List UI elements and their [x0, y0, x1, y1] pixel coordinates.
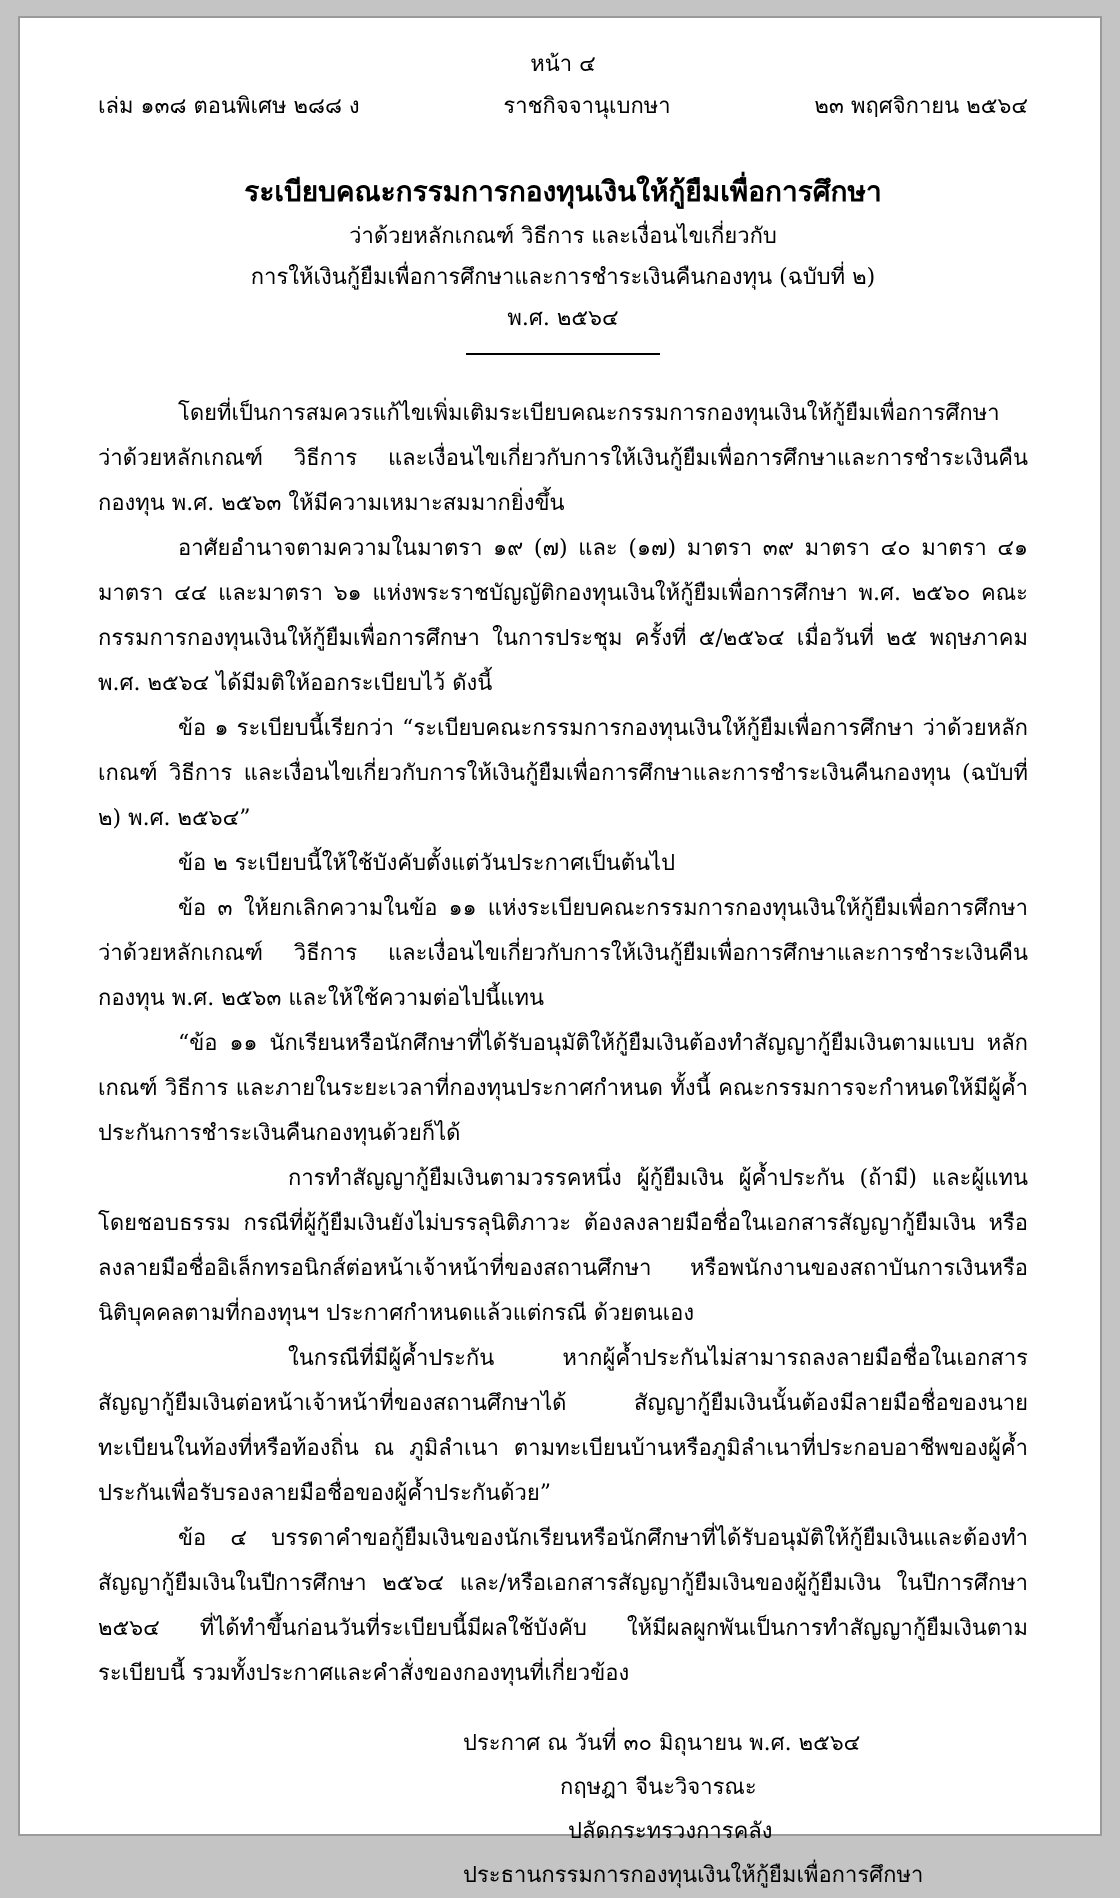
announcement-date: ประกาศ ณ วันที่ ๓๐ มิถุนายน พ.ศ. ๒๕๖๔ [463, 1731, 861, 1756]
clause-3: ข้อ ๓ ให้ยกเลิกความในข้อ ๑๑ แห่งระเบียบคณะกรรมการกองทุนเงินให้กู้ยืมเพื่อการศึกษา ว่าด้วยหลักเกณฑ์ วิธีการ และเงื่อนไขเกี่ยวกับการให้เงินกู้ยืมเพื่อการศึกษาและการชำระเงินคืนกองทุน พ.ศ. ๒๕๖๓ และให้ใช้ความต่อไปนี้แทน [98, 896, 1028, 1011]
clause-11-paragraph-2: การทำสัญญากู้ยืมเงินตามวรรคหนึ่ง ผู้กู้ยืมเงิน ผู้ค้ำประกัน (ถ้ามี) และผู้แทนโดยชอบธรรม กรณีที่ผู้กู้ยืมเงินยังไม่บรรลุนิติภาวะ ต้องลงลายมือชื่อในเอกสารสัญญากู้ยืมเงิน หรือลงลายมือชื่ออิเล็กทรอนิกส์ต่อหน้าเจ้าหน้าที่ของสถานศึกษา หรือพนักงานของสถาบันการเงินหรือนิติบุคคลตามที่กองทุนฯ ประกาศกำหนดแล้วแต่กรณี ด้วยตนเอง [98, 1166, 1028, 1326]
clause-4: ข้อ ๔ บรรดาคำขอกู้ยืมเงินของนักเรียนหรือนักศึกษาที่ได้รับอนุมัติให้กู้ยืมเงินและต้องทำสัญญากู้ยืมเงินในปีการศึกษา ๒๕๖๔ และ/หรือเอกสารสัญญากู้ยืมเงินของผู้กู้ยืมเงิน ในปีการศึกษา ๒๕๖๔ ที่ได้ทำขึ้นก่อนวันที่ระเบียบนี้มีผลใช้บังคับ ให้มีผลผูกพันเป็นการทำสัญญากู้ยืมเงินตามระเบียบนี้ รวมทั้งประกาศและคำสั่งของกองทุนที่เกี่ยวข้อง [98, 1526, 1028, 1686]
signature-block [98, 1722, 1028, 1898]
document-content [98, 44, 1028, 1898]
regulation-year: พ.ศ. ๒๕๖๔ [507, 306, 619, 331]
signatory-name: กฤษฎา จีนะวิจารณะ [560, 1775, 757, 1800]
clause-11-text: “ข้อ ๑๑ นักเรียนหรือนักศึกษาที่ได้รับอนุมัติให้กู้ยืมเงินต้องทำสัญญากู้ยืมเงินตามแบบ หลักเกณฑ์ วิธีการ และภายในระยะเวลาที่กองทุนประกาศกำหนด ทั้งนี้ คณะกรรมการจะกำหนดให้มีผู้ค้ำประกันการชำระเงินคืนกองทุนด้วยก็ได้ [98, 1031, 1028, 1146]
regulation-subtitle-1: ว่าด้วยหลักเกณฑ์ วิธีการ และเงื่อนไขเกี่ยวกับ [349, 224, 777, 249]
preamble-paragraph: โดยที่เป็นการสมควรแก้ไขเพิ่มเติมระเบียบคณะกรรมการกองทุนเงินให้กู้ยืมเพื่อการศึกษา ว่าด้วยหลักเกณฑ์ วิธีการ และเงื่อนไขเกี่ยวกับการให้เงินกู้ยืมเพื่อการศึกษาและการชำระเงินคืนกองทุน พ.ศ. ๒๕๖๓ ให้มีความเหมาะสมมากยิ่งขึ้น [98, 401, 1028, 516]
clause-2: ข้อ ๒ ระเบียบนี้ให้ใช้บังคับตั้งแต่วันประกาศเป็นต้นไป [178, 851, 676, 876]
regulation-subtitle-2: การให้เงินกู้ยืมเพื่อการศึกษาและการชำระเงินคืนกองทุน (ฉบับที่ ๒) [250, 265, 876, 290]
document-page [18, 16, 1102, 1888]
title-divider [466, 353, 660, 355]
volume-info: เล่ม ๑๓๘ ตอนพิเศษ ๒๘๘ ง [98, 94, 360, 119]
clause-11-paragraph-3: ในกรณีที่มีผู้ค้ำประกัน หากผู้ค้ำประกันไม่สามารถลงลายมือชื่อในเอกสารสัญญากู้ยืมเงินต่อหน้าเจ้าหน้าที่ของสถานศึกษาได้ สัญญากู้ยืมเงินนั้นต้องมีลายมือชื่อของนายทะเบียนในท้องที่หรือท้องถิ่น ณ ภูมิลำเนา ตามทะเบียนบ้านหรือภูมิลำเนาที่ประกอบอาชีพของผู้ค้ำประกันเพื่อรับรองลายมือชื่อของผู้ค้ำประกันด้วย” [98, 1346, 1028, 1506]
authority-paragraph: อาศัยอำนาจตามความในมาตรา ๑๙ (๗) และ (๑๗) มาตรา ๓๙ มาตรา ๔๐ มาตรา ๔๑ มาตรา ๔๔ และมาตรา ๖๑ แห่งพระราชบัญญัติกองทุนเงินให้กู้ยืมเพื่อการศึกษา พ.ศ. ๒๕๖๐ คณะกรรมการกองทุนเงินให้กู้ยืมเพื่อการศึกษา ในการประชุม ครั้งที่ ๕/๒๕๖๔ เมื่อวันที่ ๒๕ พฤษภาคม พ.ศ. ๒๕๖๔ ได้มีมติให้ออกระเบียบไว้ ดังนี้ [98, 536, 1028, 696]
signatory-position-1: ปลัดกระทรวงการคลัง [568, 1819, 773, 1844]
publication-date: ๒๓ พฤศจิกายน ๒๕๖๔ [814, 94, 1028, 119]
running-header [98, 86, 1028, 128]
page-number: หน้า ๔ [530, 52, 596, 77]
regulation-title: ระเบียบคณะกรรมการกองทุนเงินให้กู้ยืมเพื่อการศึกษา [244, 175, 882, 208]
gazette-name: ราชกิจจานุเบกษา [503, 94, 671, 119]
signatory-position-2: ประธานกรรมการกองทุนเงินให้กู้ยืมเพื่อการศึกษา [463, 1863, 924, 1888]
clause-1: ข้อ ๑ ระเบียบนี้เรียกว่า “ระเบียบคณะกรรมการกองทุนเงินให้กู้ยืมเพื่อการศึกษา ว่าด้วยหลักเกณฑ์ วิธีการ และเงื่อนไขเกี่ยวกับการให้เงินกู้ยืมเพื่อการศึกษาและการชำระเงินคืนกองทุน (ฉบับที่ ๒) พ.ศ. ๒๕๖๔” [98, 716, 1028, 831]
